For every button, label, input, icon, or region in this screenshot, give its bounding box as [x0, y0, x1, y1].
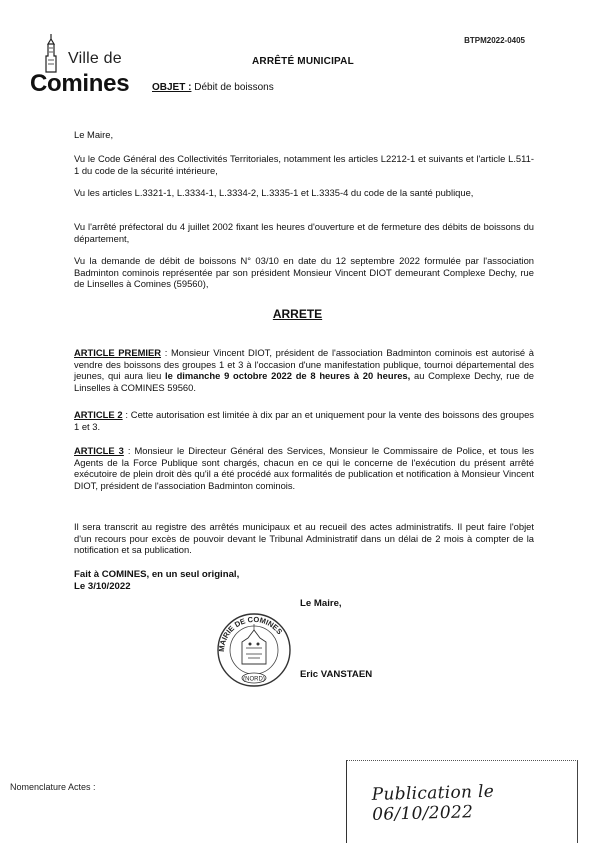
vu-paragraph-1: Vu le Code Général des Collectivités Territoriales, notamment les articles L2212-1 et suivants et l'article L.511-1 du code de la sécurité intérieure,	[74, 153, 534, 176]
city-logo	[30, 30, 140, 100]
svg-text:(NORD): (NORD)	[243, 676, 265, 683]
belfry-icon	[42, 34, 60, 74]
nomenclature-label: Nomenclature Actes :	[10, 782, 96, 792]
signer-name: Eric VANSTAEN	[300, 669, 373, 680]
date-line: Le 3/10/2022	[74, 581, 131, 592]
publication-handwritten-note: Publication le 06/10/2022	[371, 781, 495, 825]
document-reference: BTPM2022-0405	[464, 36, 525, 45]
article-2-label: ARTICLE 2	[74, 409, 123, 420]
document-subject	[152, 82, 274, 93]
article-2-text: : Cette autorisation est limitée à dix par an et uniquement pour la vente des boissons des groupes 1 et 3.	[74, 409, 534, 432]
article-3-text: : Monsieur le Directeur Général des Services, Monsieur le Commissaire de Police, et tous les Agents de la Force Publique sont chargés, chacun en ce qui le concerne de l'exécution du présent arrêté exécutoire de plein droit dès qu'il a été procédé aux formalités de publication et notification à Monsieur Vincent DIOT, président de l'association Badminton cominois.	[74, 445, 534, 491]
vu-paragraph-4: Vu la demande de débit de boissons N° 03/10 en date du 12 septembre 2022 formulée par l'association Badminton cominois représentée par son président Monsieur Vincent DIOT demeurant Complexe Dechy, rue de Linselles à Comines (59560),	[74, 255, 534, 290]
mairie-seal-stamp	[212, 608, 296, 688]
transcription-paragraph: Il sera transcrit au registre des arrêtés municipaux et au recueil des actes administratifs. Il peut faire l'objet d'un recours pour excès de pouvoir devant le Tribunal Administratif dans un délai de 2 mois à compter de la notification et sa publication.	[74, 521, 534, 556]
signature-title: Le Maire,	[300, 598, 342, 609]
vu-paragraph-2: Vu les articles L.3321-1, L.3334-1, L.3334-2, L.3335-1 et L.3335-4 du code de la santé publique,	[74, 187, 474, 198]
article-1-label: ARTICLE PREMIER	[74, 347, 162, 358]
article-3	[74, 445, 534, 491]
article-3-label: ARTICLE 3	[74, 445, 124, 456]
logo-comines-text: Comines	[30, 70, 130, 97]
fait-line: Fait à COMINES, en un seul original,	[74, 569, 240, 580]
subject-text: Débit de boissons	[194, 82, 274, 93]
le-maire-intro: Le Maire,	[74, 129, 114, 140]
article-1-text-a: : Monsieur Vincent DIOT, président de l'association Badminton cominois est autorisé à vendre des boissons des groupes 1 et 3 à l'occasion d'une manifestation publique, tournoi départemental des jeunes, qui aura lieu	[74, 347, 534, 382]
vu-paragraph-3: Vu l'arrêté préfectoral du 4 juillet 2002 fixant les heures d'ouverture et de fermeture des débits de boissons du département,	[74, 221, 534, 244]
article-2	[74, 409, 534, 432]
svg-text:MAIRIE DE COMINES: MAIRIE DE COMINES	[216, 614, 285, 653]
logo-ville-text: Ville de	[68, 50, 122, 67]
arrete-heading: ARRETE	[272, 307, 323, 321]
article-premier	[74, 347, 534, 393]
article-1-text-b: le dimanche 9 octobre 2022 de 8 heures à 20 heures,	[165, 370, 411, 382]
subject-label: OBJET :	[152, 82, 192, 93]
article-1-text-c: au Complexe Dechy, rue de Linselles à COMINES 59560.	[74, 370, 534, 393]
document-title: ARRÊTÉ MUNICIPAL	[252, 56, 354, 67]
fait-block	[74, 569, 239, 593]
